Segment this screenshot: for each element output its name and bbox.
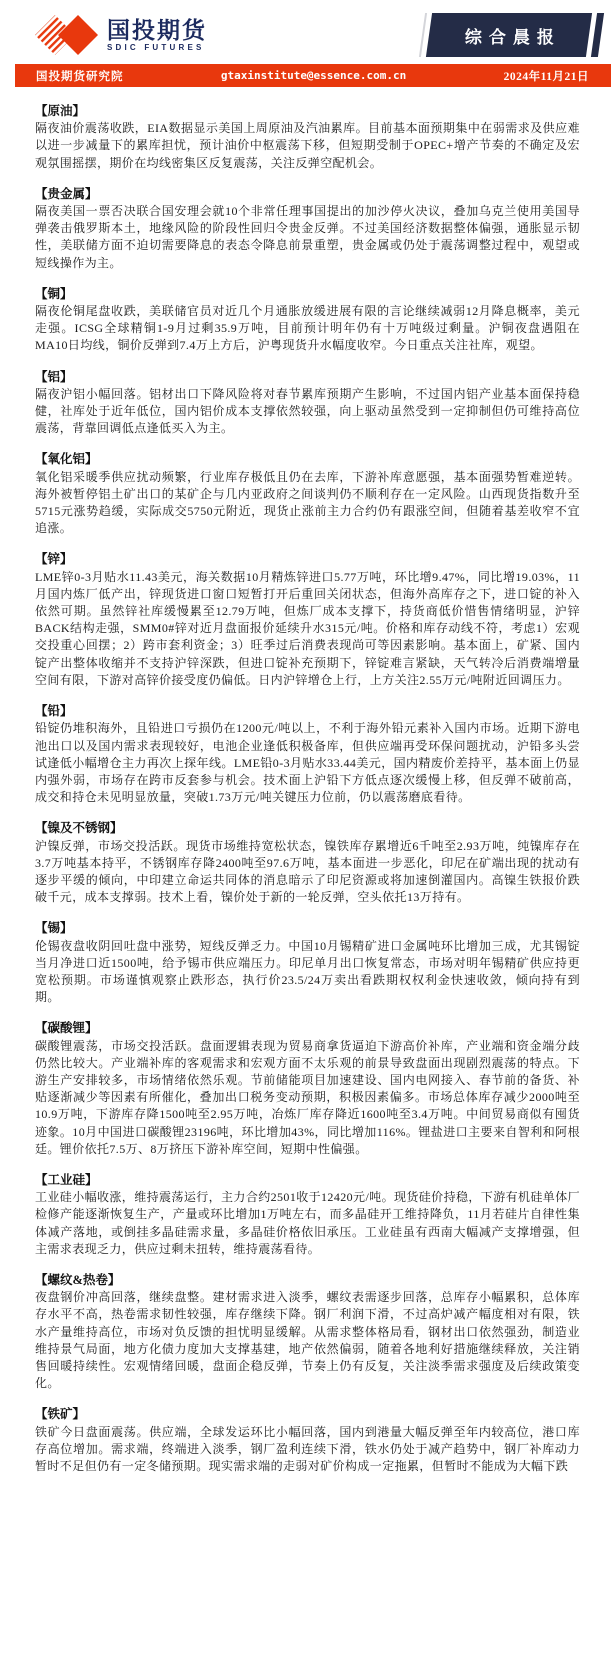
commodity-section: [35, 1406, 580, 1475]
commodity-section: [35, 1272, 580, 1392]
contact-email[interactable]: gtaxinstitute@essence.com.cn: [220, 69, 407, 82]
section-body: LME锌0-3月贴水11.43美元，海关数据10月精炼锌进口5.77万吨，环比增9.47%，同比增19.03%，11月国内炼厂低产出，锌现货进口窗口短暂打开后重回关闭状态，但海外高库存之下，进口锭的补入依然可期。虽然锌社库缓慢累至12.79万吨，但炼厂成本支撑下，持货商低价惜售情绪明显，沪锌BACK结构走强，SMM0#锌对近月盘面报价延续升水315元/吨。价格和库存动线不符，考虑1）宏观交投重心回摆；2）跨市套利资金；3）旺季过后消费表现尚可等因素影响。基本面上，矿紧、国内锭产出整体收缩并不支持沪锌深跌，但进口锭补充预期下，锌锭难言紧缺，天气转冷后消费端增量空间有限，下游对高锌价接受度仍偏低。日内沪锌增仓上行，上方关注2.55万元/吨附近回调压力。: [35, 569, 580, 687]
commodity-section: [35, 369, 580, 438]
section-body: 伦锡夜盘收阴回吐盘中涨势，短线反弹乏力。中国10月锡精矿进口金属吨环比增加三成，尤其锡锭当月净进口近1500吨，给予锡市供应端压力。印尼单月出口恢复常态，市场对明年锡精矿供应持更宽松预期。市场谨慎观察止跌形态，执行价23.5/24万卖出看跌期权权利金快速收敛，倾向持有到期。: [35, 938, 580, 1005]
section-body: 夜盘钢价冲高回落，继续盘整。建材需求进入淡季，螺纹表需逐步回落，总库存小幅累积，总体库存水平不高，热卷需求韧性较强，库存继续下降。钢厂利润下滑，不过高炉减产幅度相对有限，铁水产量维持高位，市场对负反馈的担忧明显缓解。从需求整体格局看，钢材出口依然强劲，制造业维持景气局面，地方化债力度加大支撑基建，地产依然偏弱，随着各地利好措施继续释放，关注销售回暖持续性。宏观情绪回暖，盘面企稳反弹，节奏上仍有反复，关注淡季需求强度及后续政策变化。: [35, 1290, 580, 1391]
section-title: 【螺纹&热卷】: [35, 1272, 121, 1287]
commodity-section: [35, 703, 580, 806]
section-title: 【锌】: [35, 552, 73, 567]
info-bar: [15, 64, 611, 87]
institute-name: 国投期货研究院: [36, 70, 124, 83]
section-title: 【锡】: [35, 921, 73, 936]
commodity-section: [35, 286, 580, 355]
section-title: 【原油】: [35, 104, 86, 118]
section-body: 铅锭仍堆积海外，且铅进口亏损仍在1200元/吨以上，不利于海外铅元素补入国内市场。近期下游电池出口以及国内需求表现较好，电池企业逢低积极备库，但供应端再受环保问题扰动，沪铅多头尝试逢低小幅增仓主力再次上探年线。LME铅0-3月贴水33.44美元，国内精废价差持平，基本面上仍显内强外弱，市场存在跨市反套参与机会。技术面上沪铅下方低点逐次缓慢上移，但反弹不破前高，成交和持仓未见明显放量，突破1.73万元/吨关键压力位前，仍以震荡磨底看待。: [35, 721, 580, 805]
badge-label: 综合晨报: [464, 27, 561, 46]
report-type-badge: [422, 13, 601, 57]
commodity-section: [35, 820, 580, 906]
section-title: 【工业硅】: [35, 1172, 98, 1187]
brand-name-cn: 国投期货: [107, 16, 207, 43]
report-header: [0, 0, 615, 62]
commodity-section: [35, 1020, 580, 1158]
badge-right-slash: [591, 13, 604, 57]
commodity-section: [35, 920, 580, 1006]
section-body: 碳酸锂震荡，市场交投活跃。盘面逻辑表现为贸易商拿货逼迫下游高价补库，产业端和资金端分歧仍然比较大。产业端补库的客观需求和宏观方面不太乐观的前景导致盘面出现剧烈震荡的特点。下游生产安排较多，市场情绪依然乐观。节前储能项目加速建设、国内电网接入、春节前的备货、补贴逐渐减少等因素有所催化，叠加出口税务变动预期，积极因素偏多。市场总体库存减少2000吨至10.9万吨，下游库存降1500吨至2.95万吨，冶炼厂库存降近1600吨至3.4万吨。中间贸易商似有囤货迹象。10月中国进口碳酸锂23196吨，环比增加43%，同比增加116%。锂盐进口主要来自智利和阿根廷。锂价依托7.5万、8万挤压下游补库空间，短期中性偏强。: [35, 1038, 580, 1156]
commodity-section: [35, 451, 580, 537]
section-title: 【铝】: [35, 369, 73, 384]
commodity-section: [35, 1172, 580, 1258]
brand-name-en: SDIC FUTURES: [107, 42, 205, 52]
section-body: 隔夜沪铝小幅回落。铝材出口下降风险将对春节累库预期产生影响，不过国内铝产业基本面保持稳健，社库处于近年低位，国内铝价成本支撑依然较强，向上驱动虽然受到一定抑制但仍可维持高位震荡，背靠回调低点逢低买入为主。: [35, 386, 580, 436]
logo-text: [107, 18, 207, 52]
section-title: 【碳酸锂】: [35, 1021, 98, 1036]
section-body: 隔夜伦铜尾盘收跌，美联储官员对近几个月通胀放缓进展有限的言论继续减弱12月降息概率，美元走强。ICSG全球精铜1-9月过剩35.9万吨，目前预计明年仍有十万吨级过剩量。沪铜夜盘遇阻在MA10日均线，铜价反弹到7.4万上方后，沪粤现货升水幅度收窄。今日重点关注社库，观望。: [35, 304, 580, 353]
company-logo: [33, 13, 207, 57]
badge-shape: [426, 13, 592, 57]
section-title: 【铅】: [35, 704, 73, 719]
section-body: 铁矿今日盘面震荡。供应端，全球发运环比小幅回落，国内到港量大幅反弹至年内较高位，港口库存高位增加。需求端，终端进入淡季，钢厂盈利连续下滑，铁水仍处于减产趋势中，钢厂补库动力暂时不足但仍有一定冬储预期。现实需求端的走弱对矿价构成一定拖累，但暂时不能成为大幅下跌: [35, 1424, 580, 1474]
commodity-section: [35, 103, 580, 172]
section-title: 【镍及不锈钢】: [35, 821, 123, 836]
section-title: 【铜】: [35, 286, 73, 301]
section-body: 隔夜美国一票否决联合国安理会就10个非常任理事国提出的加沙停火决议，叠加乌克兰使用美国导弹袭击俄罗斯本土，地缘风险的阶段性回归令贵金反弹。不过美国经济数据整体偏强，通胀显示韧性，美联储方面不迫切需要降息的表态令降息前景重塑，贵金属或仍处于震荡调整过程中，观望或短线操作为主。: [35, 204, 580, 270]
section-title: 【贵金属】: [35, 186, 98, 201]
section-title: 【氧化铝】: [35, 452, 98, 467]
sdic-diamond-logo-icon: [33, 13, 99, 57]
report-date: 2024年11月21日: [503, 70, 589, 83]
section-title: 【铁矿】: [35, 1407, 86, 1422]
report-content: [0, 87, 615, 1475]
section-body: 工业硅小幅收涨，维持震荡运行，主力合约2501收于12420元/吨。现货硅价持稳，下游有机硅单体厂检修产能逐渐恢复生产，产量或环比增加1万吨左右，而多晶硅开工维持降负，11月若硅片自律性集体减产落地，或倒挂多晶硅需求量，多晶硅价格依旧承压。工业硅虽有西南大幅减产支撑增强，但主需求表现乏力，供应过剩未扭转，维持震荡看待。: [35, 1190, 580, 1256]
section-body: 隔夜油价震荡收跌，EIA数据显示美国上周原油及汽油累库。目前基本面预期集中在弱需求及供应难以进一步减量下的累库担忧，预计油价中枢震荡下移，但短期受制于OPEC+增产节奏的不确定及宏观氛围摇摆，期价在均线密集区反复震荡，关注反弹空配机会。: [35, 121, 580, 170]
commodity-section: [35, 551, 580, 689]
section-body: 沪镍反弹，市场交投活跃。现货市场维持宽松状态，镍铁库存累增近6千吨至2.93万吨，纯镍库存在3.7万吨基本持平，不锈钢库存降2400吨至97.6万吨，基本面进一步恶化，印尼在矿端出现的扰动有逐步平缓的倾向，中印建立命运共同体的消息暗示了印尼资源或将加速倒灌国内。高镍生铁报价跌破千元，成本支撑弱。技术上看，镍价处于新的一轮反弹，空头依托13万持有。: [35, 838, 580, 905]
section-body: 氧化铝采暖季供应扰动频繁，行业库存极低且仍在去库，下游补库意愿强，基本面强势暂难逆转。海外被暂停铝土矿出口的某矿企与几内亚政府之间谈判仍不顺利存在一定风险。山西现货指数升至5715元涨势趋缓，实际成交5750元附近，现货止涨前主力合约仍有跟涨空间，但随着基差收窄不宜追涨。: [35, 469, 580, 536]
commodity-section: [35, 186, 580, 272]
